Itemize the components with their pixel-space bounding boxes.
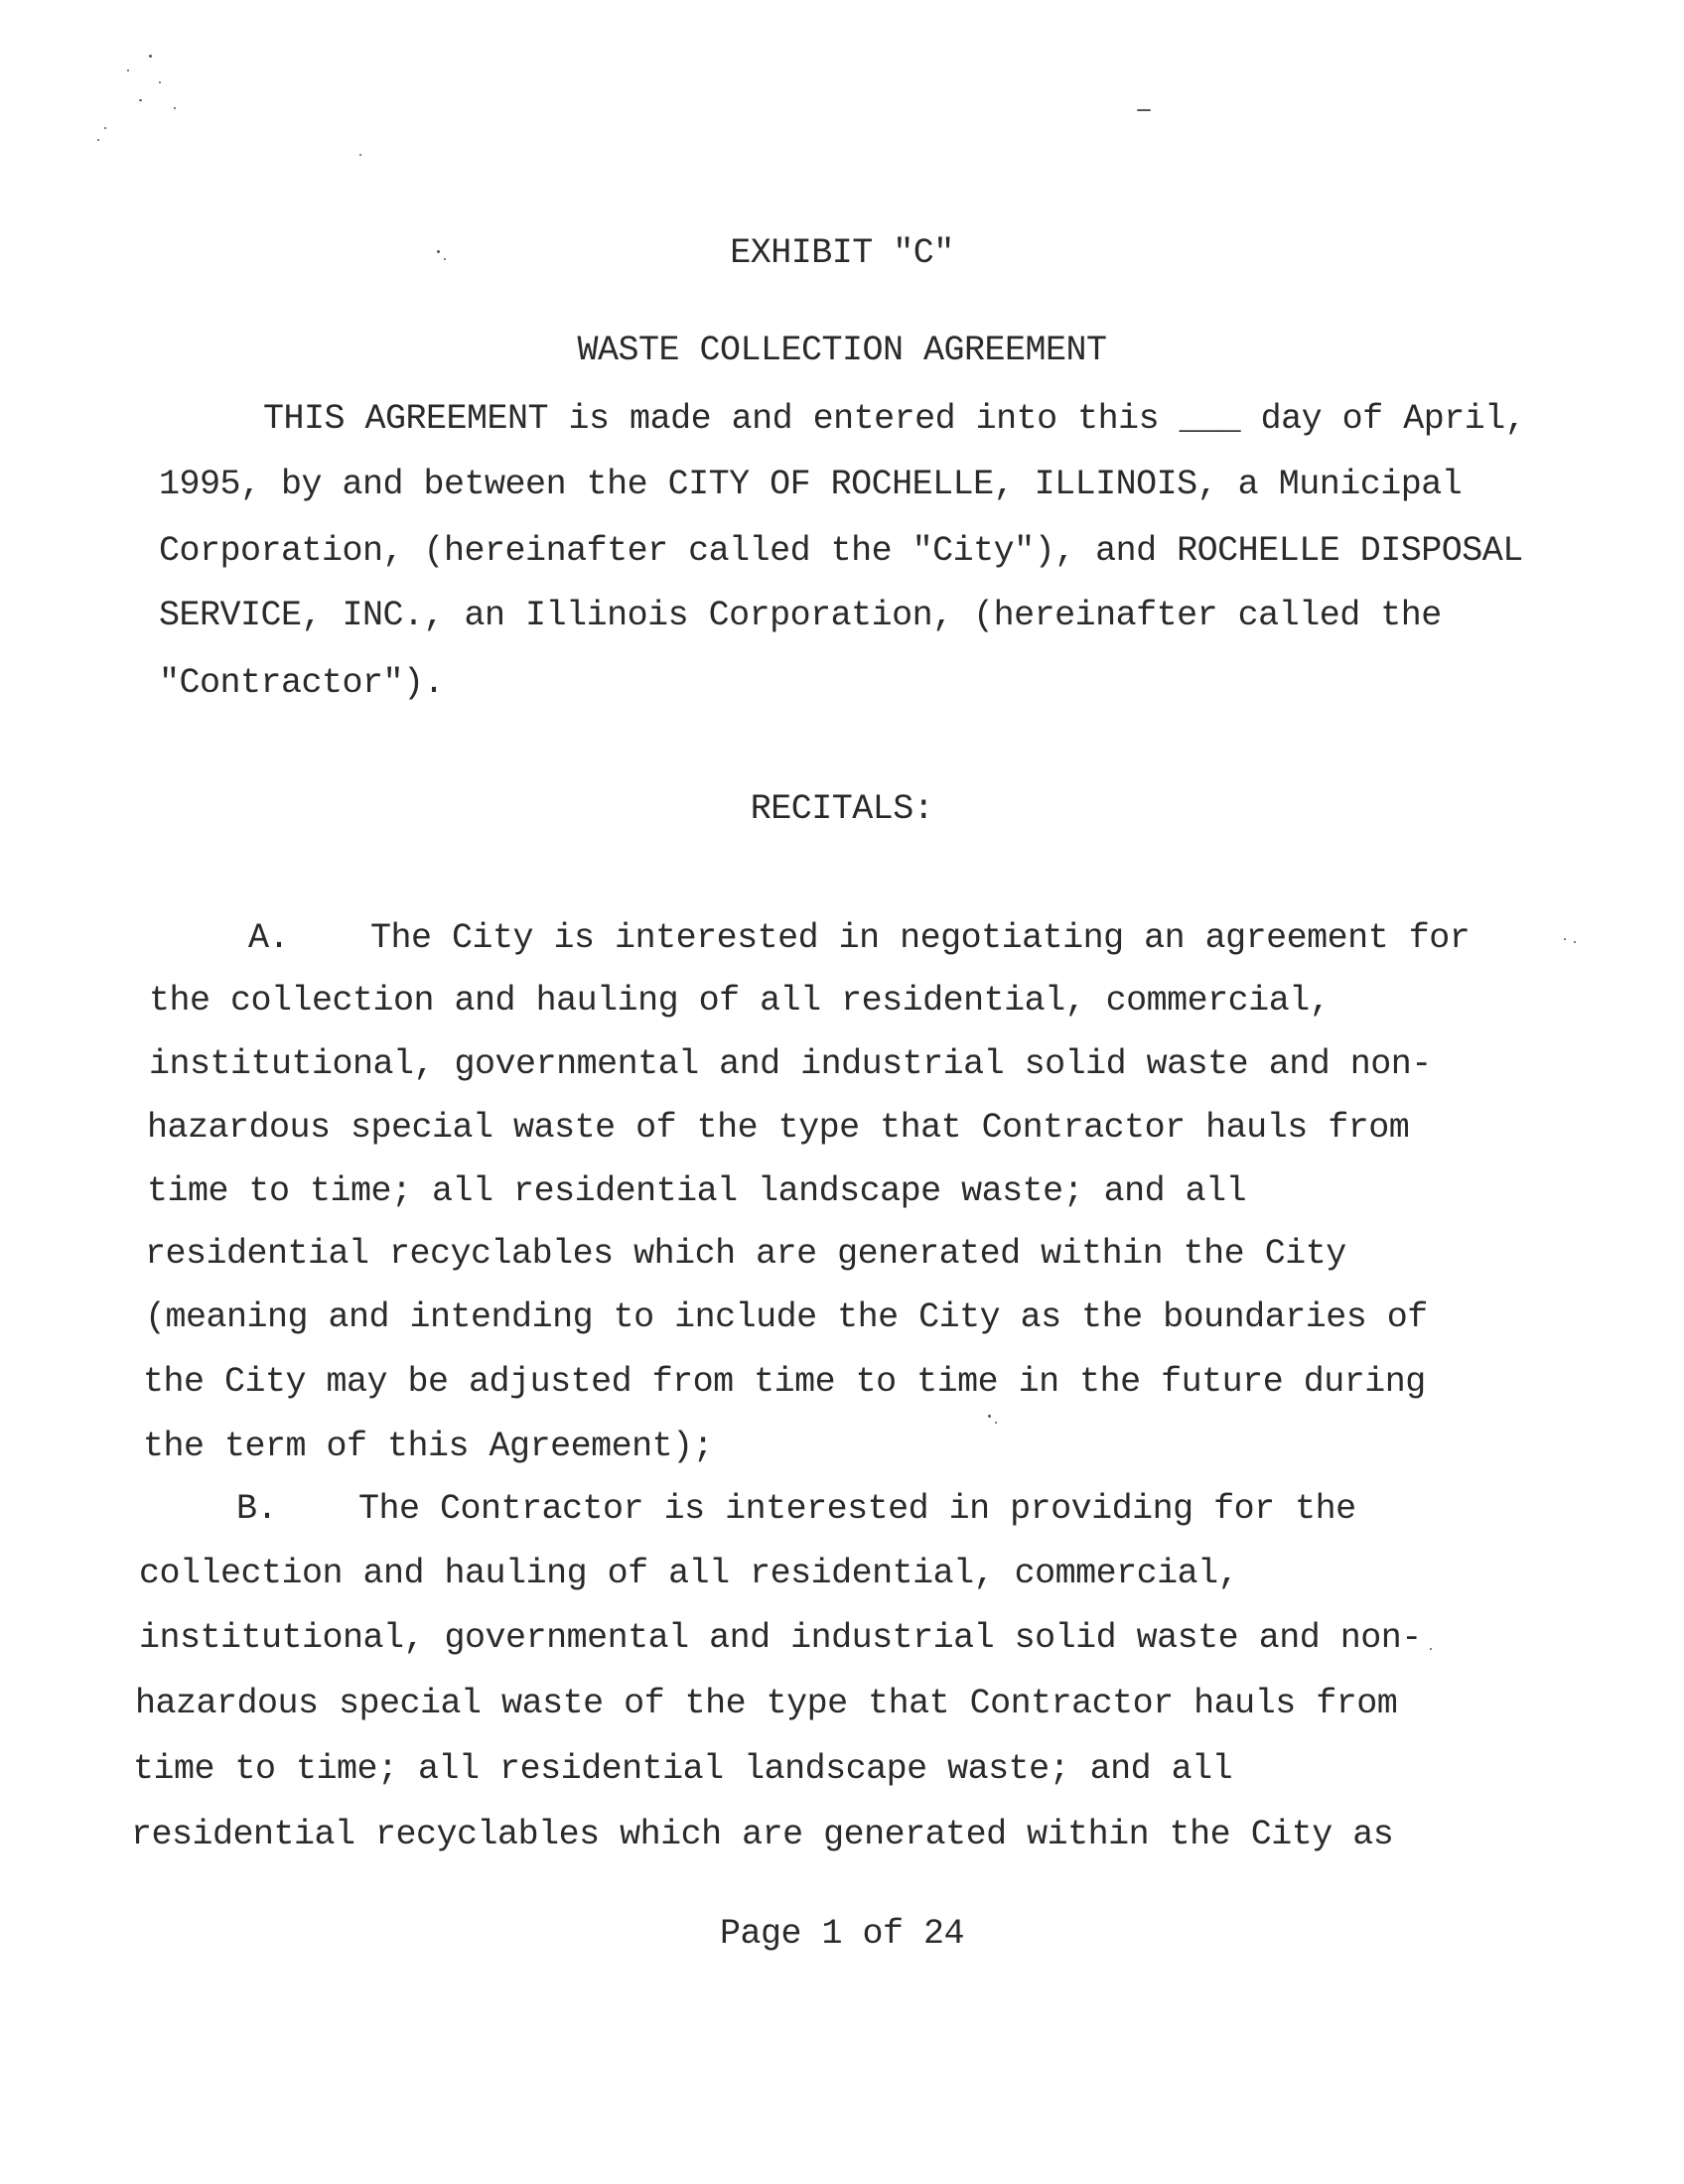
recital-a-line: residential recyclables which are generated within the City <box>145 1234 1346 1274</box>
scan-speck <box>159 81 161 83</box>
scan-speck <box>97 139 99 141</box>
intro-line: "Contractor"). <box>159 663 445 703</box>
scan-speck <box>1564 938 1566 940</box>
intro-line: Corporation, (hereinafter called the "City"), and ROCHELLE DISPOSAL <box>159 531 1523 571</box>
recital-a-line: the City may be adjusted from time to time in the future during <box>143 1362 1426 1402</box>
recital-a-line: the term of this Agreement); <box>143 1427 714 1466</box>
scan-speck <box>127 69 129 71</box>
recital-a-line: institutional, governmental and industrial solid waste and non- <box>149 1044 1432 1084</box>
scan-speck <box>1430 1648 1432 1650</box>
scan-speck <box>359 154 361 156</box>
recital-a-line: time to time; all residential landscape waste; and all <box>147 1171 1247 1211</box>
intro-line: THIS AGREEMENT is made and entered into this ___ day of April, <box>263 399 1526 439</box>
scan-speck <box>1574 941 1576 943</box>
exhibit-label: EXHIBIT "C" <box>730 233 954 273</box>
recital-b-line: collection and hauling of all residential, commercial, <box>139 1554 1239 1593</box>
scan-speck <box>1137 109 1151 111</box>
recitals-heading: RECITALS: <box>750 789 934 829</box>
recital-a-line: hazardous special waste of the type that Contractor hauls from <box>147 1108 1410 1148</box>
page-number: Page 1 of 24 <box>719 1914 965 1954</box>
intro-line: 1995, by and between the CITY OF ROCHELLE, ILLINOIS, a Municipal <box>159 465 1463 504</box>
recital-a-line: A. The City is interested in negotiating an agreement for <box>248 918 1471 958</box>
scan-speck <box>139 99 142 101</box>
scan-speck <box>104 127 106 129</box>
scan-speck <box>995 1422 997 1424</box>
scan-speck <box>149 55 152 58</box>
recital-a-line: the collection and hauling of all residential, commercial, <box>149 981 1331 1021</box>
recital-b-line: time to time; all residential landscape waste; and all <box>133 1749 1233 1789</box>
recital-b-line: B. The Contractor is interested in providing for the <box>236 1489 1356 1529</box>
recital-b-line: hazardous special waste of the type that Contractor hauls from <box>135 1684 1398 1723</box>
scan-speck <box>988 1415 991 1418</box>
scan-speck <box>174 107 176 109</box>
recital-a-line: (meaning and intending to include the City as the boundaries of <box>145 1297 1428 1337</box>
agreement-title: WASTE COLLECTION AGREEMENT <box>577 331 1107 370</box>
recital-b-line: residential recyclables which are generated within the City as <box>131 1815 1394 1854</box>
intro-line: SERVICE, INC., an Illinois Corporation, (hereinafter called the <box>159 596 1442 635</box>
recital-b-line: institutional, governmental and industrial solid waste and non- <box>139 1618 1422 1658</box>
